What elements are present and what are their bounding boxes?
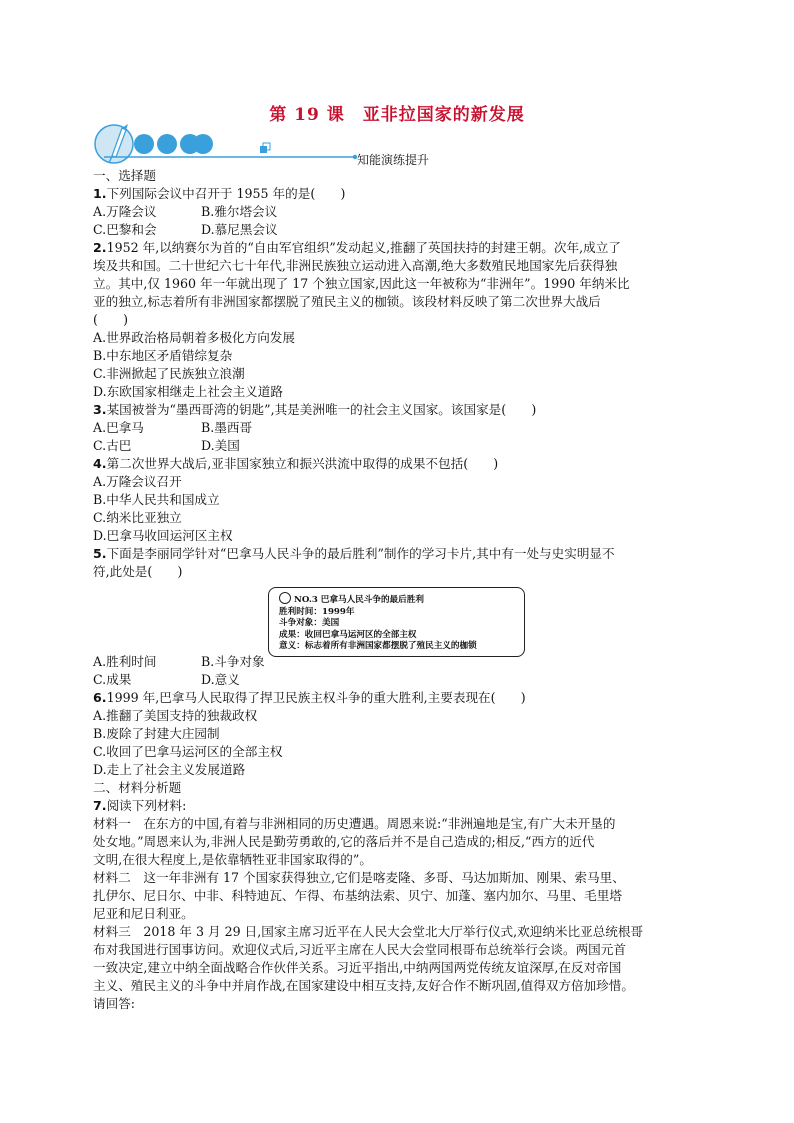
option-d: D.巴拿马收回运河区主权 [93,528,233,543]
question-text: 1999 年,巴拿马人民取得了捍卫民族主权斗争的重大胜利,主要表现在( ) [106,690,526,705]
option-d: D.走上了社会主义发展道路 [93,762,246,777]
card-line-time: 胜利时间：1999年 [279,606,355,617]
option-a: A.万隆会议 [93,204,157,219]
question-text: 下面是李丽同学针对“巴拿马人民斗争的最后胜利”制作的学习卡片,其中有一处与史实明显不 [106,546,615,561]
option-b: B.中东地区矛盾错综复杂 [93,348,233,363]
question-2-line: 亚的独立,标志着所有非洲国家都摆脱了殖民主义的枷锁。该段材料反映了第二次世界大战后 [93,294,601,309]
option-a: A.万隆会议召开 [93,474,182,489]
option-d: D.美国 [201,438,240,453]
question-number: 5. [93,546,107,561]
option-a: A.巴拿马 [93,420,144,435]
option-c: C.巴黎和会 [93,222,157,237]
question-6-stem [93,689,713,707]
page-title: 第 19 课 亚非拉国家的新发展 [269,105,525,125]
option-c: C.古巴 [93,438,132,453]
material-2-line: 扎伊尔、尼日尔、中非、科特迪瓦、乍得、布基纳法索、贝宁、加蓬、塞内加尔、马里、毛里塔 [93,888,622,903]
question-1-stem [93,185,713,203]
option-d: D.东欧国家相继走上社会主义道路 [93,384,283,399]
question-3-options-row1 [93,419,713,437]
question-number: 3. [93,402,107,417]
question-1-options-row2 [93,221,713,239]
material-3-line: 布对我国进行国事访问。欢迎仪式后,习近平主席在人民大会堂同根哥布总统举行会谈。两国元首 [93,942,626,957]
section-heading-choice: 一、选择题 [93,168,156,183]
question-text: 阅读下列材料: [106,798,187,813]
banner-label: 知能演练提升 [357,153,430,167]
question-text: 某国被誉为“墨西哥湾的钥匙”,其是美洲唯一的社会主义国家。该国家是( ) [106,402,537,417]
option-b: B.雅尔塔会议 [201,204,278,219]
question-3-options-row2 [93,437,713,455]
question-number: 7. [93,798,107,813]
question-text: 1952 年,以纳赛尔为首的“自由军官组织”发动起义,推翻了英国扶持的封建王朝。次年,成立了 [106,240,621,255]
question-text: 第二次世界大战后,亚非国家独立和振兴洪流中取得的成果不包括( ) [106,456,499,471]
option-a: A.世界政治格局朝着多极化方向发展 [93,330,296,345]
question-3-stem [93,401,713,419]
question-4-stem [93,455,713,473]
section-heading-analysis: 二、材料分析题 [93,780,182,795]
material-1-line: 文明,在很大程度上,是依靠牺牲亚非国家取得的”。 [93,852,372,867]
question-number: 2. [93,240,107,255]
question-number: 4. [93,456,107,471]
card-header-text: NO.3 巴拿马人民斗争的最后胜利 [294,595,424,605]
option-d: D.慕尼黑会议 [201,222,278,237]
option-b: B.中华人民共和国成立 [93,492,220,507]
option-a: A.胜利时间 [93,654,157,669]
question-5-options-row2 [93,671,713,689]
question-2-line [93,239,713,257]
question-1-options-row1 [93,203,713,221]
answer-prompt: 请回答: [93,996,136,1011]
card-line-target: 斗争对象：美国 [279,618,340,629]
option-c: C.非洲掀起了民族独立浪潮 [93,366,245,381]
option-b: B.斗争对象 [201,654,265,669]
material-3-line: 材料三 2018 年 3 月 29 日,国家主席习近平在人民大会堂北大厅举行仪式,欢迎纳米比亚总统根哥 [93,924,644,939]
material-1-line: 处女地。”周恩来认为,非洲人民是勤劳勇敢的,它的落后并不是自己造成的;相反,“西方的近代 [93,834,595,849]
question-number: 1. [93,186,107,201]
material-2-line: 尼亚和尼日利亚。 [93,906,194,921]
question-2-line: 立。其中,仅 1960 年一年就出现了 17 个独立国家,因此这一年被称为“非洲年”。1990 年纳米比 [93,276,630,291]
material-1-line: 材料一 在东方的中国,有着与非洲相同的历史遭遇。周恩来说:“非洲遍地是宝,有广大未开垦的 [93,816,616,831]
card-line-meaning: 意义：标志着所有非洲国家都摆脱了殖民主义的枷锁 [279,641,477,652]
study-card [268,587,525,657]
question-2-line: 埃及共和国。二十世纪六七十年代,非洲民族独立运动进入高潮,绝大多数殖民地国家先后获得独 [93,258,618,273]
question-5-line [93,545,713,563]
question-number: 6. [93,690,107,705]
question-text: 下列国际会议中召开于 1955 年的是( ) [106,186,346,201]
circle-icon [279,592,291,604]
option-c: C.收回了巴拿马运河区的全部主权 [93,744,283,759]
question-5-line: 符,此处是( ) [93,564,183,579]
option-c: C.成果 [93,672,132,687]
material-3-line: 主义、殖民主义的斗争中并肩作战,在国家建设中相互支持,友好合作不断巩固,值得双方倍加珍惜。 [93,978,634,993]
banner-dot-4 [193,134,213,154]
card-line-result: 成果：收回巴拿马运河区的全部主权 [279,629,417,640]
option-c: C.纳米比亚独立 [93,510,182,525]
small-square-icon [260,143,270,153]
option-a: A.推翻了美国支持的独裁政权 [93,708,258,723]
question-2-line: ( ) [93,312,129,327]
option-b: B.墨西哥 [201,420,253,435]
banner-dot-1 [134,134,154,154]
option-d: D.意义 [201,672,240,687]
material-2-line: 材料二 这一年非洲有 17 个国家获得独立,它们是喀麦隆、多哥、马达加斯加、刚果、索马里、 [93,870,625,885]
banner-dot-2 [157,134,177,154]
question-7-intro [93,797,713,815]
option-b: B.废除了封建大庄园制 [93,726,220,741]
material-3-line: 一致决定,建立中纳全面战略合作伙伴关系。习近平指出,中纳两国两党传统友谊深厚,在反对帝国 [93,960,622,975]
card-header [279,592,524,607]
